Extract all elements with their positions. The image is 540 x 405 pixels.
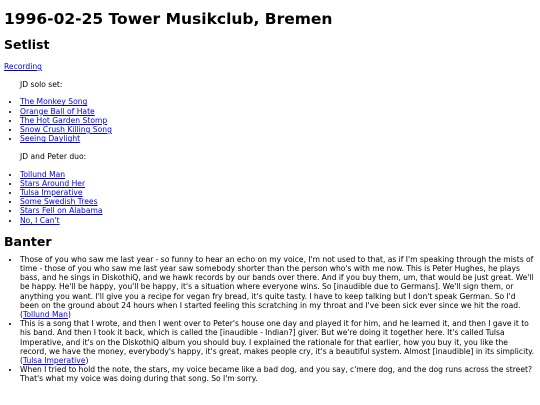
banter-song-link[interactable]: Tulsa Imperative	[22, 356, 86, 366]
banter-text-after: )	[85, 356, 89, 366]
song-item	[20, 179, 536, 188]
banter-heading: Banter	[4, 233, 52, 249]
song-item	[20, 170, 536, 179]
banter-text-after: )	[67, 310, 71, 320]
banter-song-link[interactable]: Tollund Man	[22, 310, 68, 320]
song-item	[20, 107, 536, 116]
set-label-solo: JD solo set:	[20, 80, 63, 90]
song-link-seeing-daylight[interactable]: Seeing Daylight	[20, 134, 81, 144]
song-item	[20, 216, 536, 225]
banter-item	[20, 255, 536, 319]
banter-text: When I tried to hold the note, the stars, my voice became like a bad dog, and you say, c'mere dog, and the dog runs across the street? That's what my voice was doing during that song. So I'm sorry.	[20, 365, 533, 384]
recording-link[interactable]: Recording	[4, 62, 42, 71]
song-link-tollund-man[interactable]: Tollund Man	[20, 169, 66, 179]
song-item	[20, 206, 536, 215]
song-link-stars-around-her[interactable]: Stars Around Her	[20, 178, 86, 188]
song-item	[20, 188, 536, 197]
banter-text: This is a song that I wrote, and then I went over to Peter's house one day and played it for him, and he learned it, and then I gave it to his band. And then I took it back, which is called the [inaudible - Indian?] giver. But we're doing it together here. It's called Tulsa Imperative, and it's on the DiskothiQ album you should buy. I explained the rationale for that earlier, how you buy it, you like the record, we have the money, everybody's happy, it's great, makes people cry, it's a beautiful system. Almost [inaudible] in its simplicity. (	[20, 319, 535, 366]
song-link-the-hot-garden-stomp[interactable]: The Hot Garden Stomp	[20, 115, 108, 125]
banter-text: Those of you who saw me last year - so funny to hear an echo on my voice, I'm not used to that, as if I'm speaking through the mists of time - those of you who saw me last year saw somebody shorter than the person who's with me now. This is Peter Hughes, he plays bass, and he sings in DiskothiQ, and we hawk records by our bands over there. And if you buy them, um, that would be just great. We'll be happy. He'll be happy, you'll be happy, it's a situation where everyone wins. So [inaudible due to Germans]. We'll sign them, or anything you want. I'll give you a recipe for vegan fry bread, it's quite tasty. I have to keep talking but I don't speak German. So I'd been on the ground about 24 hours when I started feeling this scratching in my throat and I've been sick ever since we hit the road. (	[20, 254, 534, 320]
song-link-some-swedish-trees[interactable]: Some Swedish Trees	[20, 197, 98, 207]
song-item	[20, 116, 536, 125]
song-link-orange-ball-of-hate[interactable]: Orange Ball of Hate	[20, 106, 95, 116]
song-link-no-i-cant[interactable]: No, I Can't	[20, 215, 60, 225]
setlist-duo	[4, 170, 536, 225]
song-item	[20, 197, 536, 206]
setlist-solo	[4, 97, 536, 143]
page-title: 1996-02-25 Tower Musikclub, Bremen	[4, 10, 333, 28]
banter-item	[20, 319, 536, 365]
banter-list	[4, 255, 536, 384]
song-link-stars-fell-on-alabama[interactable]: Stars Fell on Alabama	[20, 206, 103, 216]
song-link-the-monkey-song[interactable]: The Monkey Song	[20, 97, 88, 107]
song-item	[20, 125, 536, 134]
set-label-duo: JD and Peter duo:	[20, 152, 87, 162]
song-item	[20, 134, 536, 143]
recording-line	[4, 62, 536, 71]
banter-item	[20, 365, 536, 383]
song-link-snow-crush-killing-song[interactable]: Snow Crush Killing Song	[20, 125, 112, 135]
song-item	[20, 97, 536, 106]
setlist-heading: Setlist	[4, 37, 50, 52]
song-link-tulsa-imperative[interactable]: Tulsa Imperative	[20, 188, 83, 198]
